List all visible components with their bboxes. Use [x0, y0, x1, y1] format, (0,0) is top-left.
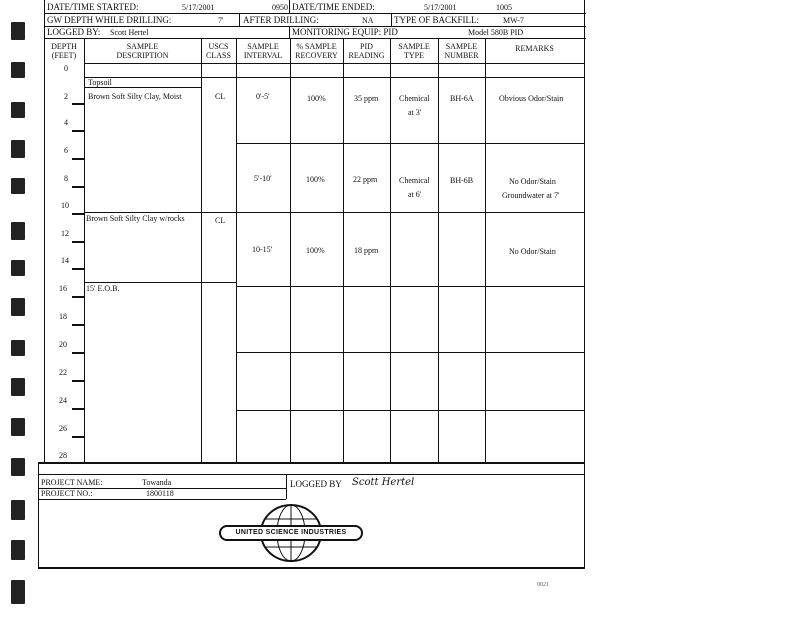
project-no-label: PROJECT NO.: [41, 489, 93, 498]
col-description: SAMPLE DESCRIPTION [116, 42, 169, 60]
col-remarks: REMARKS [515, 44, 554, 53]
monitoring-model: Model 580B PID [468, 28, 524, 37]
depth-tick-label: 22 [59, 368, 67, 377]
depth-tick [72, 324, 84, 326]
binder-mark [11, 140, 25, 158]
depth-tick-label: 28 [59, 451, 67, 460]
pid-cell: 18 ppm [354, 246, 379, 255]
binder-mark [11, 378, 25, 396]
sample-type-cell: Chemical [399, 94, 430, 103]
description-cell: 15' E.O.B. [86, 284, 120, 293]
depth-tick-label: 26 [59, 424, 67, 433]
date-started-label: DATE/TIME STARTED: [47, 2, 139, 12]
logged-by-label: LOGGED BY: [47, 27, 101, 37]
pid-cell: 22 ppm [353, 175, 378, 184]
binder-mark [11, 62, 25, 78]
interval-cell: 0'-5' [256, 92, 270, 101]
depth-tick [72, 186, 84, 188]
col-recovery: % SAMPLE RECOVERY [295, 42, 338, 60]
binder-mark [11, 458, 25, 476]
depth-tick [72, 213, 84, 215]
col-sample-type: SAMPLE TYPE [398, 42, 430, 60]
remarks-cell: No Odor/Stain [509, 247, 556, 256]
depth-tick-label: 20 [59, 340, 67, 349]
depth-tick-label: 8 [64, 174, 68, 183]
project-name-label: PROJECT NAME: [41, 478, 103, 487]
depth-tick [72, 268, 84, 270]
remarks-cell: Groundwater at 7' [502, 191, 560, 200]
depth-tick-label: 2 [64, 92, 68, 101]
depth-tick-label: 16 [59, 284, 67, 293]
interval-cell: 5'-10' [254, 174, 272, 183]
description-cell: Brown Soft Silty Clay, Moist [88, 92, 182, 101]
company-logo [218, 502, 364, 564]
backfill-label: TYPE OF BACKFILL: [394, 15, 480, 25]
binder-mark [11, 340, 25, 356]
project-no-value: 1800118 [146, 489, 174, 498]
depth-tick-label: 24 [59, 396, 67, 405]
recovery-cell: 100% [306, 246, 325, 255]
footer-logged-by-label: LOGGED BY [290, 479, 342, 489]
after-drilling-label: AFTER DRILLING: [243, 15, 319, 25]
date-ended-value: 5/17/2001 [424, 3, 457, 12]
col-interval: SAMPLE INTERVAL [243, 42, 283, 60]
binder-mark [11, 178, 25, 194]
sample-type-cell: Chemical [399, 176, 430, 185]
depth-tick-label: 10 [61, 201, 69, 210]
col-depth: DEPTH (FEET) [51, 42, 77, 60]
depth-tick [72, 380, 84, 382]
after-drilling-value: NA [362, 16, 374, 25]
time-ended-value: 1005 [496, 3, 512, 12]
binder-mark [11, 500, 25, 520]
col-pid: PID READING [348, 42, 385, 60]
depth-tick [72, 436, 84, 438]
uscs-cell: CL [215, 92, 226, 101]
binder-mark [11, 418, 25, 436]
recovery-cell: 100% [306, 175, 325, 184]
date-started-value: 5/17/2001 [182, 3, 215, 12]
depth-tick [72, 408, 84, 410]
binder-mark [11, 102, 25, 118]
binder-mark [11, 22, 25, 40]
project-name-value: Towanda [142, 478, 172, 487]
sample-type-depth: at 6' [408, 190, 422, 199]
gw-depth-label: GW DEPTH WHILE DRILLING: [47, 15, 172, 25]
logged-by-value: Scott Hertel [110, 28, 149, 37]
col-sample-number: SAMPLE NUMBER [444, 42, 479, 60]
interval-cell: 10-15' [252, 245, 273, 254]
binder-mark [11, 298, 25, 316]
depth-tick-label: 12 [61, 229, 69, 238]
depth-tick [72, 352, 84, 354]
time-started-value: 0950 [272, 3, 288, 12]
depth-tick [72, 130, 84, 132]
backfill-value: MW-7 [503, 16, 524, 25]
description-cell: Brown Soft Silty Clay w/rocks [86, 214, 185, 223]
uscs-cell: CL [215, 216, 226, 225]
depth-tick [72, 158, 84, 160]
depth-tick-label: 6 [64, 146, 68, 155]
gw-depth-value: 7' [218, 16, 224, 25]
depth-tick [72, 241, 84, 243]
sample-type-depth: at 3' [408, 108, 422, 117]
depth-tick [72, 103, 84, 105]
depth-tick-label: 14 [61, 256, 69, 265]
recovery-cell: 100% [307, 94, 326, 103]
logged-by-signature: Scott Hertel [352, 477, 415, 488]
page-mark: 0021 [537, 582, 549, 588]
sample-number-cell: BH-6A [450, 94, 474, 103]
binder-mark [11, 260, 25, 276]
description-cell: Topsoil [88, 78, 112, 87]
depth-tick-label: 18 [59, 312, 67, 321]
binder-mark [11, 580, 25, 604]
binder-mark [11, 540, 25, 560]
pid-cell: 35 ppm [354, 94, 379, 103]
depth-tick [72, 296, 84, 298]
date-ended-label: DATE/TIME ENDED: [292, 2, 375, 12]
remarks-cell: Obvious Odor/Stain [499, 94, 564, 103]
depth-tick-label: 4 [64, 118, 68, 127]
monitoring-label: MONITORING EQUIP: PID [292, 27, 398, 37]
depth-tick-label: 0 [64, 64, 68, 73]
remarks-cell: No Odor/Stain [509, 177, 556, 186]
logo-text: UNITED SCIENCE INDUSTRIES [235, 529, 347, 536]
col-uscs: USCS CLASS [206, 42, 231, 60]
sample-number-cell: BH-6B [450, 176, 474, 185]
binder-mark [11, 222, 25, 240]
